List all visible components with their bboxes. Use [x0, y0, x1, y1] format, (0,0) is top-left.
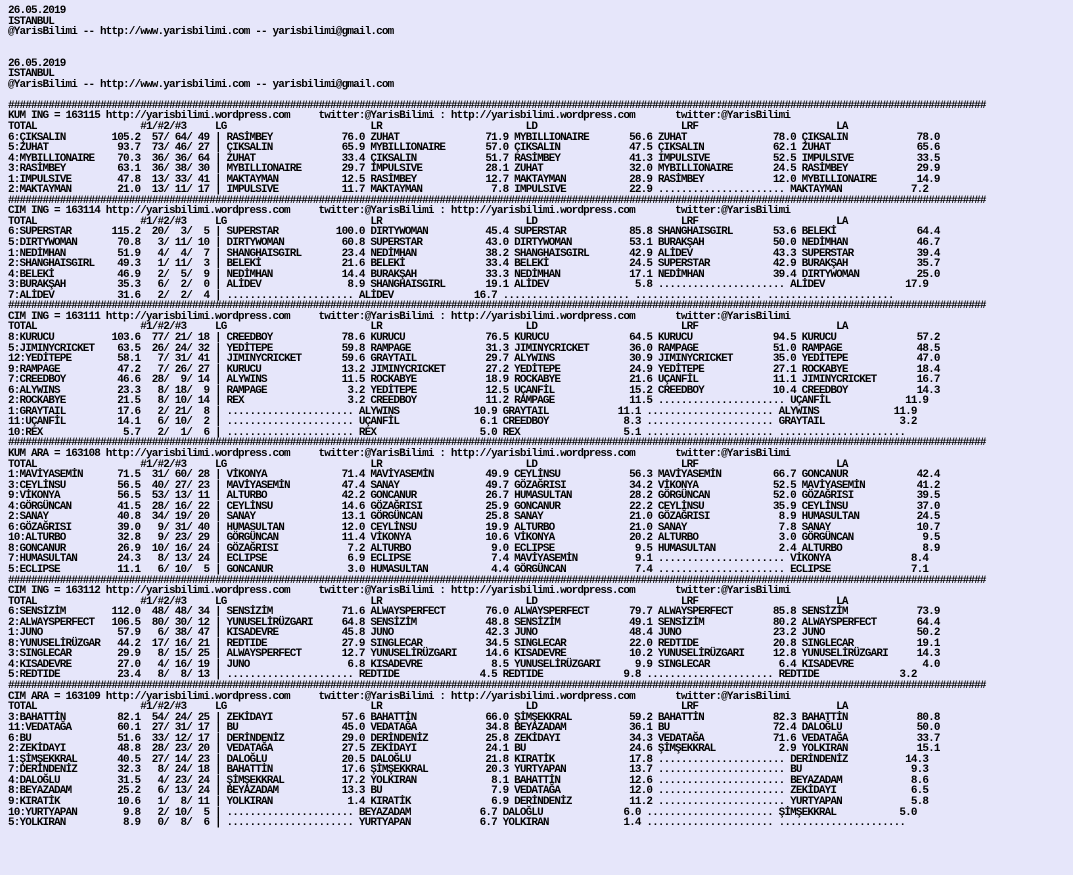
- table-row: 8:BEYAZADAM 25.2 6/ 13/ 24 | BEYAZADAM 13.3 BU 7.9 VEDATAĞA 12.0 ...................... ZEKİDAYI 6.5: [8, 785, 929, 798]
- table-row: 3:CEYLİNSU 56.5 40/ 27/ 23 | MAVİYASEMİN 47.4 SANAY 49.7 GÖZAĞRISI 34.2 VİKONYA 52.5 MAVİYASEMİN 41.2: [8, 479, 940, 492]
- table-row: 1:IMPULSIVE 47.8 13/ 33/ 41 | MAKTAYMAN 12.5 RASİMBEY 12.7 MAKTAYMAN 28.9 RASİMBEY 12.0 MYBILLIONAIRE 14.9: [8, 173, 940, 186]
- column-headers: TOTAL #1/#2/#3 LG LR LD LRF LA: [8, 458, 848, 471]
- table-row: 12:YEDİTEPE 58.1 7/ 31/ 41 | JIMINYCRICKET 59.6 GRAYTAIL 29.7 ALYWINS 30.9 JIMINYCRICKET 35.0 YEDİTEPE 47.0: [8, 353, 940, 366]
- column-headers: TOTAL #1/#2/#3 LG LR LD LRF LA: [8, 121, 848, 134]
- table-row: 6:ÇIKSALIN 105.2 57/ 64/ 49 | RASİMBEY 76.0 ZUHAT 71.9 MYBILLIONAIRE 56.6 ZUHAT 78.0 ÇIKSALIN 78.0: [8, 131, 940, 144]
- table-row: 7:CREEDBOY 46.6 28/ 9/ 14 | ALYWINS 11.5 ROCKABYE 18.9 ROCKABYE 21.6 UÇANFİL 11.1 JIMINYCRICKET 16.7: [8, 374, 940, 387]
- table-row: 10:REX 5.7 2/ 1/ 6 | ...................... REX 5.0 REX 5.1 ...................... ......................: [8, 426, 906, 439]
- report-contact: @YarisBilimi -- http://www.yarisbilimi.com -- yarisbilimi@gmail.com: [8, 26, 394, 39]
- table-row: 2:MAKTAYMAN 21.0 13/ 11/ 17 | IMPULSIVE 11.7 MAKTAYMAN 7.8 IMPULSIVE 22.9 ...................... MAKTAYMAN 7.2: [8, 184, 929, 197]
- table-row: 7:ALİDEV 31.6 2/ 2/ 4 | ...................... ALİDEV 16.7 ...................... ...................... ......................: [8, 289, 894, 302]
- race-block: [8, 585, 940, 681]
- race-block: [8, 311, 940, 439]
- table-row: 10:ALTURBO 32.8 9/ 23/ 29 | GÖRGÜNCAN 11.4 VİKONYA 10.6 VİKONYA 20.2 ALTURBO 3.0 GÖRGÜNCAN 9.5: [8, 532, 940, 545]
- table-row: 4:MYBILLIONAIRE 70.3 36/ 36/ 64 | ZUHAT 33.4 ÇIKSALIN 51.7 RASİMBEY 41.3 IMPULSIVE 52.5 IMPULSIVE 33.5: [8, 152, 940, 165]
- separator-line: ##########################################################################################################################################################################: [8, 300, 986, 313]
- separator-line: ##########################################################################################################################################################################: [8, 437, 986, 450]
- table-row: 3:BURAKŞAH 35.3 6/ 2/ 0 | ALİDEV 8.9 SHANGHAISGIRL 19.1 ALİDEV 5.8 ...................... ALİDEV 17.9: [8, 279, 929, 292]
- race-title: CIM ING = 163111 http://yarisbilimi.wordpress.com twitter:@YarisBilimi : http://yarisbilimi.wordpress.com twitter:@YarisBilimi: [8, 310, 791, 323]
- table-row: 2:ROCKABYE 21.5 8/ 10/ 14 | REX 3.2 CREEDBOY 11.2 RAMPAGE 11.5 ...................... UÇANFİL 11.9: [8, 395, 929, 408]
- column-headers: TOTAL #1/#2/#3 LG LR LD LRF LA: [8, 701, 848, 714]
- table-row: 5:ECLIPSE 11.1 6/ 10/ 5 | GONCANUR 3.0 HUMASULTAN 4.4 GÖRGÜNCAN 7.4 ...................... ECLIPSE 7.1: [8, 563, 929, 576]
- table-row: 10:YURTYAPAN 9.8 2/ 10/ 5 | ...................... BEYAZADAM 6.7 DALOĞLU 6.0 ...................... ŞİMŞEKKRAL 5.0: [8, 806, 917, 819]
- table-row: 7:DERİNDENİZ 32.3 8/ 24/ 18 | BAHATTİN 17.6 ŞİMŞEKKRAL 20.3 YURTYAPAN 13.7 ...................... BU 9.3: [8, 764, 929, 777]
- table-row: 8:YUNUSELİRÜZGAR 44.2 17/ 16/ 21 | REDTIDE 27.9 SINGLECAR 34.5 SINGLECAR 22.0 REDTIDE 20.8 SINGLECAR 19.1: [8, 637, 940, 650]
- table-row: 8:KURUCU 103.6 77/ 21/ 18 | CREEDBOY 78.6 KURUCU 76.5 KURUCU 64.5 KURUCU 94.5 KURUCU 57.2: [8, 331, 940, 344]
- table-row: 5:DIRTYWOMAN 70.8 3/ 11/ 10 | DIRTYWOMAN 60.8 SUPERSTAR 43.0 DIRTYWOMAN 53.1 BURAKŞAH 50.0 NEDİMHAN 46.7: [8, 237, 940, 250]
- race-block: [8, 205, 940, 301]
- race-title: CIM ING = 163114 http://yarisbilimi.wordpress.com twitter:@YarisBilimi : http://yarisbilimi.wordpress.com twitter:@YarisBilimi: [8, 205, 791, 218]
- race-title: KUM ING = 163115 http://yarisbilimi.wordpress.com twitter:@YarisBilimi : http://yarisbilimi.wordpress.com twitter:@YarisBilimi: [8, 110, 791, 123]
- table-row: 2:ALWAYSPERFECT 106.5 80/ 30/ 12 | YUNUSELİRÜZGARI 64.8 SENSİZİM 48.8 SENSİZİM 49.1 SENSİZİM 80.2 ALWAYSPERFECT 64.4: [8, 616, 940, 629]
- table-row: 2:SHANGHAISGIRL 49.3 1/ 11/ 3 | BELEKİ 21.6 BELEKİ 33.4 BELEKİ 24.5 SUPERSTAR 42.9 BURAKŞAH 35.7: [8, 258, 940, 271]
- report-date: 26.05.2019: [8, 5, 66, 17]
- separator-line: ##########################################################################################################################################################################: [8, 574, 986, 587]
- table-row: 6:ALYWINS 23.3 8/ 18/ 9 | RAMPAGE 3.2 YEDİTEPE 12.5 UÇANFİL 15.2 CREEDBOY 10.4 CREEDBOY 14.3: [8, 384, 940, 397]
- report-contact: @YarisBilimi -- http://www.yarisbilimi.com -- yarisbilimi@gmail.com: [8, 78, 394, 91]
- race-block: [8, 691, 940, 830]
- race-title: KUM ARA = 163108 http://yarisbilimi.wordpress.com twitter:@YarisBilimi : http://yarisbilimi.wordpress.com twitter:@YarisBilimi: [8, 447, 791, 460]
- table-row: 9:VİKONYA 56.5 53/ 13/ 11 | ALTURBO 42.2 GONCANUR 26.7 HUMASULTAN 28.2 GÖRGÜNCAN 52.0 GÖZAĞRISI 39.5: [8, 490, 940, 503]
- table-row: 5:YOLKIRAN 8.9 0/ 8/ 6 | ...................... YURTYAPAN 6.7 YOLKIRAN 1.4 ...................... ......................: [8, 817, 906, 830]
- table-row: 3:BAHATTİN 82.1 54/ 24/ 25 | ZEKİDAYI 57.6 BAHATTİN 66.0 ŞİMŞEKKRAL 59.2 BAHATTİN 82.3 BAHATTİN 80.8: [8, 711, 940, 724]
- table-row: 6:BU 51.6 33/ 12/ 17 | DERİNDENİZ 29.0 DERİNDENİZ 25.8 ZEKİDAYI 34.3 VEDATAĞA 71.6 VEDATAĞA 33.7: [8, 732, 940, 745]
- table-row: 3:RASİMBEY 63.1 36/ 38/ 30 | MYBILLIONAIRE 29.7 IMPULSIVE 28.1 ZUHAT 32.0 MYBILLIONAIRE 24.5 RASİMBEY 29.9: [8, 163, 940, 176]
- race-block: [8, 110, 940, 196]
- table-row: 6:GÖZAĞRISI 39.0 9/ 31/ 40 | HUMASULTAN 12.0 CEYLİNSU 19.9 ALTURBO 21.0 SANAY 7.8 SANAY 10.7: [8, 521, 940, 534]
- table-row: 9:RAMPAGE 47.2 7/ 26/ 27 | KURUCU 13.2 JIMINYCRICKET 27.2 YEDİTEPE 24.9 YEDİTEPE 27.1 ROCKABYE 18.4: [8, 363, 940, 376]
- separator-line: ##########################################################################################################################################################################: [8, 99, 986, 112]
- race-title: CIM ING = 163112 http://yarisbilimi.wordpress.com twitter:@YarisBilimi : http://yarisbilimi.wordpress.com twitter:@YarisBilimi: [8, 585, 791, 598]
- table-row: 4:GÖRGÜNCAN 41.5 28/ 16/ 22 | CEYLİNSU 14.6 GÖZAĞRISI 25.9 GONCANUR 22.2 CEYLİNSU 35.9 CEYLİNSU 37.0: [8, 500, 940, 513]
- table-row: 2:ZEKİDAYI 48.8 28/ 23/ 20 | VEDATAĞA 27.5 ZEKİDAYI 24.1 BU 24.6 ŞİMŞEKKRAL 2.9 YOLKIRAN 15.1: [8, 743, 940, 756]
- table-row: 1:ŞİMŞEKKRAL 40.5 27/ 14/ 23 | DALOĞLU 20.5 DALOĞLU 21.8 KIRATİK 17.8 ...................... DERİNDENİZ 14.3: [8, 753, 929, 766]
- table-row: 11:VEDATAĞA 60.1 27/ 31/ 17 | BU 45.0 VEDATAĞA 34.8 BEYAZADAM 36.1 BU 72.4 DALOĞLU 50.0: [8, 722, 940, 735]
- separator-line: ##########################################################################################################################################################################: [8, 194, 986, 207]
- race-block: [8, 448, 940, 576]
- table-row: 1:GRAYTAIL 17.6 2/ 21/ 8 | ...................... ALYWINS 10.9 GRAYTAIL 11.1 ...................... ALYWINS 11.9: [8, 405, 917, 418]
- separator-line: ##########################################################################################################################################################################: [8, 680, 986, 692]
- report-city: ISTANBUL: [8, 68, 55, 81]
- column-headers: TOTAL #1/#2/#3 LG LR LD LRF LA: [8, 321, 848, 334]
- table-row: 6:SENSİZİM 112.0 48/ 48/ 34 | SENSİZİM 71.6 ALWAYSPERFECT 76.0 ALWAYSPERFECT 79.7 ALWAYSPERFECT 85.8 SENSİZİM 73.9: [8, 606, 940, 619]
- report-date: 26.05.2019: [8, 57, 66, 70]
- table-row: 5:REDTIDE 23.4 8/ 8/ 13 | ...................... REDTIDE 4.5 REDTIDE 9.8 ...................... REDTIDE 3.2: [8, 669, 917, 682]
- table-row: 11:UÇANFİL 14.1 6/ 10/ 2 | ...................... UÇANFİL 6.1 CREEDBOY 8.3 ...................... GRAYTAIL 3.2: [8, 416, 917, 429]
- table-row: 4:BELEKİ 46.9 2/ 5/ 9 | NEDİMHAN 14.4 BURAKŞAH 33.3 NEDİMHAN 17.1 NEDİMHAN 39.4 DIRTYWOMAN 25.0: [8, 268, 940, 281]
- column-headers: TOTAL #1/#2/#3 LG LR LD LRF LA: [8, 595, 848, 608]
- table-row: 4:KISADEVRE 27.0 4/ 16/ 19 | JUNO 6.8 KISADEVRE 8.5 YUNUSELİRÜZGARI 9.9 SINGLECAR 6.4 KISADEVRE 4.0: [8, 658, 940, 671]
- table-row: 7:HUMASULTAN 24.3 8/ 13/ 24 | ECLIPSE 6.9 ECLIPSE 7.4 MAVİYASEMİN 9.1 ...................... VİKONYA 8.4: [8, 553, 929, 566]
- column-headers: TOTAL #1/#2/#3 LG LR LD LRF LA: [8, 215, 848, 228]
- table-row: 6:SUPERSTAR 115.2 20/ 3/ 5 | SUPERSTAR 100.0 DIRTYWOMAN 45.4 SUPERSTAR 85.8 SHANGHAISGIRL 53.6 BELEKİ 64.4: [8, 226, 940, 239]
- table-row: 2:SANAY 40.8 34/ 19/ 20 | SANAY 13.1 GÖRGÜNCAN 25.8 SANAY 21.0 GÖZAĞRISI 8.9 HUMASULTAN 24.5: [8, 511, 940, 524]
- table-row: 5:JIMINYCRICKET 63.5 26/ 24/ 32 | YEDİTEPE 59.8 RAMPAGE 31.3 JIMINYCRICKET 36.0 RAMPAGE 51.0 RAMPAGE 48.5: [8, 342, 940, 355]
- table-row: 8:GONCANUR 26.9 10/ 16/ 24 | GÖZAĞRISI 7.2 ALTURBO 9.0 ECLIPSE 9.5 HUMASULTAN 2.4 ALTURBO 8.9: [8, 542, 940, 555]
- table-row: 1:MAVİYASEMİN 71.5 31/ 60/ 28 | VİKONYA 71.4 MAVİYASEMİN 49.9 CEYLİNSU 56.3 MAVİYASEMİN 66.7 GONCANUR 42.4: [8, 469, 940, 482]
- table-row: 1:JUNO 57.9 6/ 38/ 47 | KISADEVRE 45.8 JUNO 42.3 JUNO 48.4 JUNO 23.2 JUNO 50.2: [8, 627, 940, 640]
- table-row: 1:NEDİMHAN 51.9 4/ 4/ 7 | SHANGHAISGIRL 23.4 NEDİMHAN 38.2 SHANGHAISGIRL 42.9 ALİDEV 43.3 SUPERSTAR 39.4: [8, 247, 940, 260]
- table-row: 3:SINGLECAR 29.9 8/ 15/ 25 | ALWAYSPERFECT 12.7 YUNUSELİRÜZGARI 14.6 KISADEVRE 10.2 YUNUSELİRÜZGARI 12.8 YUNUSELİRÜZGARI 14.3: [8, 648, 940, 661]
- race-title: CIM ARA = 163109 http://yarisbilimi.wordpress.com twitter:@YarisBilimi : http://yarisbilimi.wordpress.com twitter:@YarisBilimi: [8, 690, 791, 703]
- table-row: 5:ZUHAT 93.7 73/ 46/ 27 | ÇIKSALIN 65.9 MYBILLIONAIRE 57.0 ÇIKSALIN 47.5 ÇIKSALIN 62.1 ZUHAT 65.6: [8, 142, 940, 155]
- table-row: 4:DALOĞLU 31.5 4/ 23/ 24 | ŞİMŞEKKRAL 17.2 YOLKIRAN 8.1 BAHATTİN 12.6 ...................... BEYAZADAM 8.6: [8, 774, 929, 787]
- table-row: 9:KIRATİK 10.6 1/ 8/ 11 | YOLKIRAN 1.4 KIRATİK 6.9 DERİNDENİZ 11.2 ...................... YURTYAPAN 5.8: [8, 796, 929, 809]
- report-city: ISTANBUL: [8, 15, 55, 28]
